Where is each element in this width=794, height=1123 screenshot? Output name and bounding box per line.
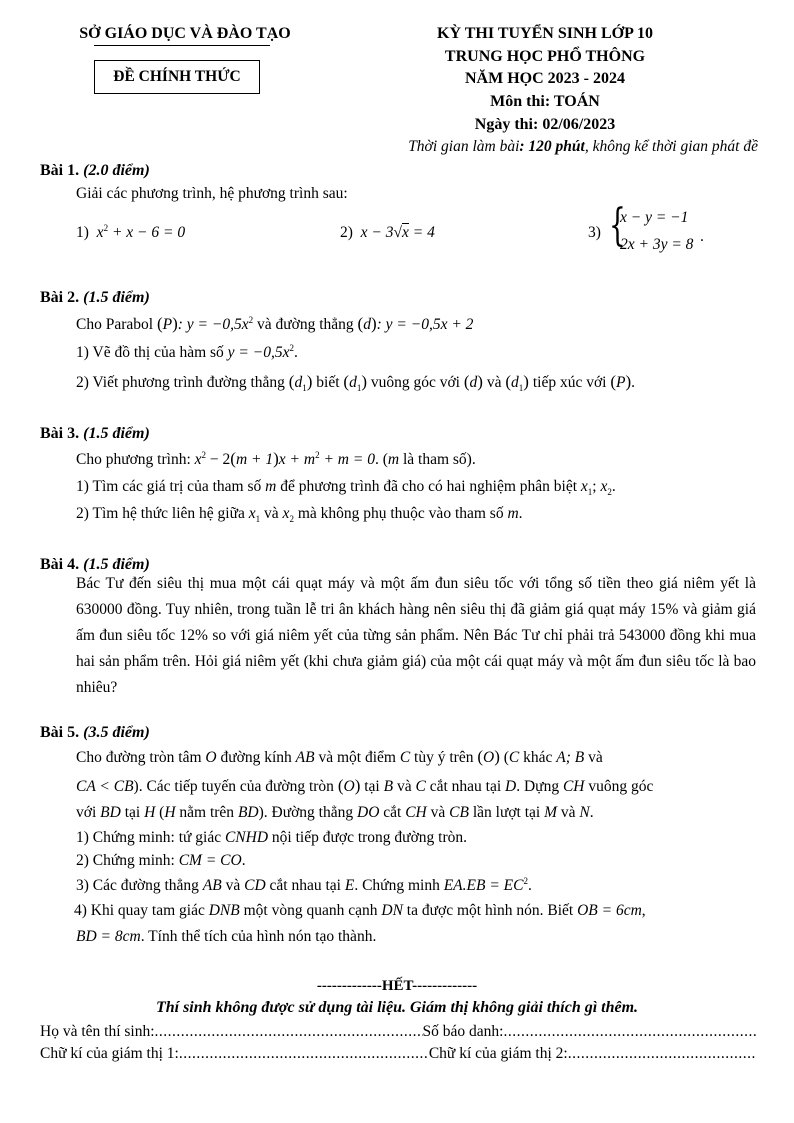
invigilator-signature-row bbox=[40, 1044, 756, 1063]
exam-subject: Môn thi: TOÁN bbox=[490, 93, 600, 110]
invigilator2-signature-field[interactable] bbox=[568, 1044, 756, 1063]
bai1-eq2: 2) x − 3√x = 4 bbox=[340, 224, 435, 241]
end-marker: -------------HẾT------------- bbox=[316, 978, 478, 994]
bai1-system-eq2: 2x + 3y = 8 bbox=[620, 236, 694, 253]
bai5-question4-cont: BD = 8cm. Tính thể tích của hình nón tạo thành. bbox=[76, 928, 377, 945]
bai4-problem-text: Bác Tư đến siêu thị mua một cái quạt máy và một ấm đun siêu tốc với tổng số tiền theo giá niêm yết là 630000 đồng. Tuy nhiên, trong tuần lễ tri ân khách hàng nên siêu thị đã giảm giá quạt máy 15% và giảm giá ấm đun siêu tốc 12% so với giá niêm yết của từng sản phẩm. Nên Bác Tư chỉ phải trả 543000 đồng khi mua hai sản phẩm trên. Hỏi giá niêm yết (khi chưa giảm giá) của một cái quạt máy và một ấm đun siêu tốc là bao nhiêu? bbox=[76, 575, 756, 696]
bai1-intro: Giải các phương trình, hệ phương trình sau: bbox=[76, 185, 348, 202]
bai3-statement: Cho phương trình: $x^2 - 2(m + 1)x + m^2 + m = 0$. (m là tham số). bbox=[76, 449, 476, 468]
bai5-line2: CA < CB). Các tiếp tuyến của đường tròn (O) tại B và C cắt nhau tại D. Dựng CH vuông góc bbox=[76, 776, 654, 795]
school-level: TRUNG HỌC PHỔ THÔNG bbox=[444, 48, 646, 65]
bai5-line1: Cho đường tròn tâm O đường kính AB và một điểm C tùy ý trên (O) (C khác A; B và bbox=[76, 747, 603, 766]
bai5-question1: 1) Chứng minh: tứ giác CNHD nội tiếp được trong đường tròn. bbox=[76, 829, 467, 846]
sqrt-icon: √ bbox=[393, 224, 403, 241]
bai1-eq1: 1) $x^2 + x - 6 = 0$ bbox=[76, 222, 186, 241]
bai5-question3: 3) Các đường thẳng AB và CD cắt nhau tại E. Chứng minh $EA.EB = EC^2$. bbox=[76, 875, 532, 894]
bai3-question1: 1) Tìm các giá trị của tham số m để phương trình đã cho có hai nghiệm phân biệt $x_1$; $x_2$. bbox=[76, 478, 616, 498]
bai2-question2: 2) Viết phương trình đường thẳng $(d_1)$ biết $(d_1)$ vuông góc với (d) và $(d_1)$ tiếp xúc với (P). bbox=[76, 372, 636, 394]
bai1-heading: Bài 1. (2.0 điểm) bbox=[40, 162, 150, 179]
school-year: NĂM HỌC 2023 - 2024 bbox=[465, 70, 625, 87]
system-brace-icon: { bbox=[609, 200, 626, 251]
invigilator1-label: Chữ kí của giám thị 1: bbox=[40, 1045, 179, 1062]
bai2-heading: Bài 2. (1.5 điểm) bbox=[40, 289, 150, 306]
official-exam-label: ĐỀ CHÍNH THỨC bbox=[94, 60, 260, 94]
exam-date: Ngày thi: 02/06/2023 bbox=[474, 116, 616, 133]
bai5-heading: Bài 5. (3.5 điểm) bbox=[40, 724, 150, 741]
bai3-question2: 2) Tìm hệ thức liên hệ giữa $x_1$ và $x_2$ mà không phụ thuộc vào tham số m. bbox=[76, 505, 523, 525]
candidate-name-label: Họ và tên thí sinh: bbox=[40, 1023, 155, 1040]
bai2-statement: Cho Parabol (P): $y = -0,5x^2$ và đường thẳng (d): y = −0,5x + 2 bbox=[76, 314, 474, 333]
bai5-line3: với BD tại H (H nằm trên BD). Đường thẳng DO cắt CH và CB lần lượt tại M và N. bbox=[76, 804, 594, 821]
exam-title: KỲ THI TUYỂN SINH LỚP 10 bbox=[437, 25, 653, 42]
bai1-system-end: . bbox=[700, 228, 704, 245]
invigilator2-label: Chữ kí của giám thị 2: bbox=[428, 1045, 568, 1062]
bai2-question1: 1) Vẽ đồ thị của hàm số $y = -0,5x^2$. bbox=[76, 342, 298, 361]
bai1-eq3-number: 3) bbox=[588, 224, 601, 241]
bai5-question4: 4) Khi quay tam giác DNB một vòng quanh cạnh DN ta được một hình nón. Biết OB = 6cm, bbox=[74, 902, 646, 919]
candidate-info-row bbox=[40, 1022, 756, 1041]
department-name: SỞ GIÁO DỤC VÀ ĐÀO TẠO bbox=[79, 25, 291, 42]
candidate-id-label: Số báo danh: bbox=[422, 1023, 504, 1040]
exam-duration: Thời gian làm bài: 120 phút, không kể thời gian phát đề bbox=[408, 138, 758, 155]
candidate-name-field[interactable] bbox=[155, 1022, 423, 1041]
bai5-question2: 2) Chứng minh: CM = CO. bbox=[76, 852, 246, 869]
bai4-heading: Bài 4. (1.5 điểm) bbox=[40, 556, 150, 573]
bai1-system-eq1: x − y = −1 bbox=[620, 209, 689, 226]
candidate-id-field[interactable] bbox=[503, 1022, 756, 1041]
invigilator1-signature-field[interactable] bbox=[179, 1044, 429, 1063]
header-divider bbox=[94, 45, 270, 46]
exam-note: Thí sinh không được sử dụng tài liệu. Giám thị không giải thích gì thêm. bbox=[155, 999, 639, 1016]
bai3-heading: Bài 3. (1.5 điểm) bbox=[40, 425, 150, 442]
